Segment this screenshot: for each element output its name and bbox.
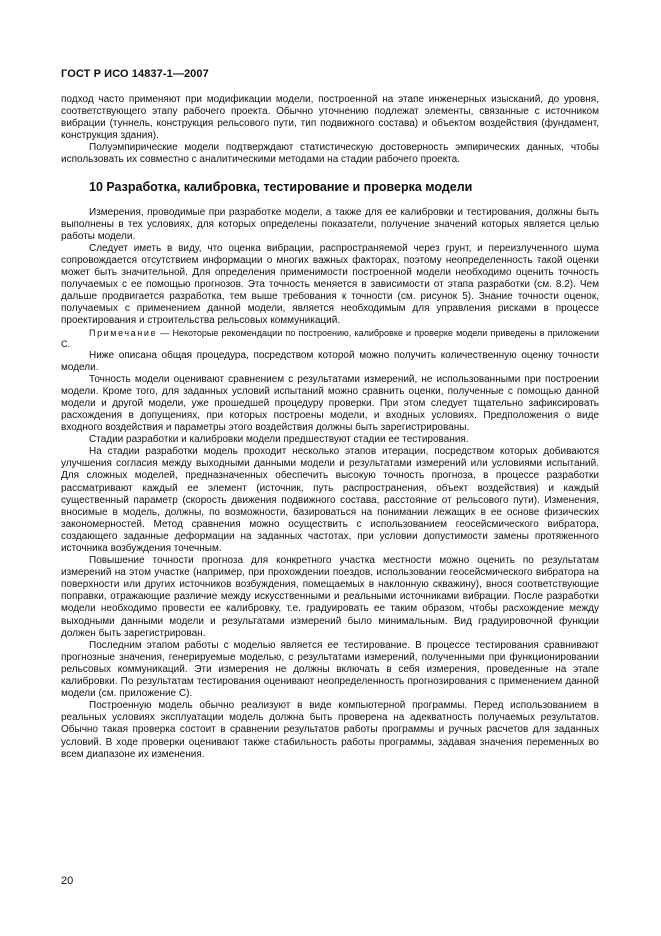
paragraph-b-2: Точность модели оценивают сравнением с результатами измерений, не использованными при построении модели. Кроме того, для заданных условий испытаний можно сравнить оценки, полученные с помощью данной модели и другой модели, уже прошедшей процедуру проверки. При этом следует тщательно зафиксировать расхождения в допущениях, при которых построены модели, и входных условиях. Предположения о виде входного воздействия и параметры этого воздействия должны быть зарегистрированы. — [61, 373, 599, 434]
note-text: — Некоторые рекомендации по построению, калибровке и проверке модели приведены в приложении С. — [61, 327, 599, 349]
paragraph-a-1: Измерения, проводимые при разработке модели, а также для ее калибровки и тестирования, должны быть выполнены в тех условиях, для которых определены показатели, получение значений которых является целью работы модели. — [61, 206, 599, 242]
page-number: 20 — [61, 875, 74, 887]
note-label: Примечание — [89, 327, 158, 338]
paragraph-b-7: Построенную модель обычно реализуют в виде компьютерной программы. Перед использованием в реальных условиях эксплуатации модель должна быть проверена на адекватность получаемых результатов. Обычно такая проверка состоит в сравнении результатов работы программы и ручных расчетов для заданных условий. В ходе проверки оценивают также стабильность работы программы, задавая значения переменных во всем диапазоне их изменения. — [61, 700, 599, 760]
paragraph-b-6: Последним этапом работы с моделью является ее тестирование. В процессе тестирования сравнивают прогнозные значения, генерируемые моделью, с результатами измерений, полученными при функционировании рельсовых коммуникаций. Эти измерения не должны включать в себя измерения, проведенные на этапе калибровки. По результатам тестирования оценивают неопределенность прогнозирования с применением данной модели (см. приложение С). — [61, 639, 599, 700]
note — [61, 328, 599, 350]
document-header: ГОСТ Р ИСО 14837-1—2007 — [61, 68, 209, 80]
paragraph-b-3: Стадии разработки и калибровки модели предшествуют стадии ее тестирования. — [89, 434, 469, 446]
paragraph-a-2: Следует иметь в виду, что оценка вибрации, распространяемой через грунт, и переизлученного шума сопровождается отсутствием информации о многих важных факторах, поэтому неопределенность такой оценки может быть значительной. Для определения применимости построенной модели необходимо оценить точность получаемых с ее помощью прогнозов. Эта точность меняется в зависимости от этапа разработки (см. 8.2). Чем дальше продвигается разработка, тем выше требования к точности (см. рисунок 5). Знание точности оценок, получаемых с применением данной модели, является необходимым для управления рисками в процессе проектирования и строительства рельсовых коммуникаций. — [61, 242, 599, 327]
section-heading: 10 Разработка, калибровка, тестирование и проверка модели — [89, 179, 473, 194]
intro-paragraph-2: Полуэмпирические модели подтверждают статистическую достоверность эмпирических данных, чтобы использовать их совместно с аналитическими методами на стадии рабочего проекта. — [61, 142, 599, 166]
intro-paragraph-1: подход часто применяют при модификации модели, построенной на этапе инженерных изысканий, до уровня, соответствующего этапу рабочего проекта. Обычно уточнению подлежат элементы, связанные с источником вибрации (туннель, конструкция рельсового пути, тип подвижного состава) и объектом воздействия (фундамент, конструкция здания). — [61, 94, 599, 142]
page-body — [61, 94, 599, 761]
paragraph-b-4: На стадии разработки модель проходит несколько этапов итерации, посредством которых добиваются улучшения согласия между выходными данными модели и результатами измерений или условиями испытаний. Для сложных моделей, предназначенных обеспечить высокую точность прогноза, в процессе разработки рассматривают каждый ее элемент (источник, путь распространения, объект воздействия) и каждый существенный параметр (скорость движения подвижного состава, расстояние от рельсового пути). Изменения, вносимые в модель, должны, по возможности, базироваться на понимании лежащих в ее основе физических закономерностей. Метод сравнения можно осуществить с использованием геосейсмического вибратора, создающего заданные деформации на заданных частотах, при условии допустимости замены протяженного источника возбуждения точечным. — [61, 446, 599, 554]
paragraph-b-5: Повышение точности прогноза для конкретного участка местности можно оценить по результатам измерений на этом участке (например, при прохождении поездов, использовании геосейсмического вибратора на поверхности или других источников возбуждения, помещаемых в наклонную скважину), внося соответствующие поправки, отражающие различие между искусственными и реальными источниками вибрации. После разработки модели необходимо провести ее калибровку, т.е. градуировать ее таким образом, чтобы расхождение между выходными данными модели и результатами измерений было минимальным. Вид градуировочной функции должен быть зарегистрирован. — [61, 555, 599, 639]
paragraph-b-1: Ниже описана общая процедура, посредством которой можно получить количественную оценку точности модели. — [61, 349, 599, 373]
